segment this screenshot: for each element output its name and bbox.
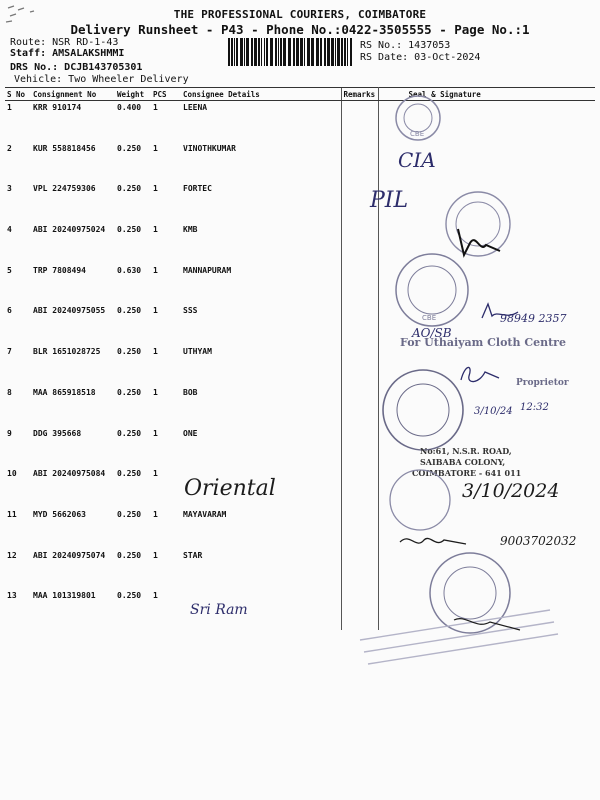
cell-pcs: 1 — [153, 306, 158, 316]
cell-remarks — [341, 182, 378, 223]
cell-seal-signature — [378, 345, 595, 386]
cell-seal-signature — [378, 142, 595, 183]
cell-consignee: MAYAVARAM — [183, 509, 227, 519]
table-row — [5, 386, 595, 427]
cell-weight: 0.250 — [117, 306, 142, 316]
cell-weight: 0.250 — [117, 225, 142, 235]
cell-consignee: FORTEC — [183, 184, 212, 194]
cell-pcs: 1 — [153, 550, 158, 560]
cell-sno: 11 — [7, 509, 17, 519]
company-name: THE PROFESSIONAL COURIERS, COIMBATORE — [173, 8, 427, 21]
table-row — [5, 223, 595, 264]
document-title: Delivery Runsheet - P43 - Phone No.:0422-3505555 - Page No.:1 — [70, 22, 530, 37]
col-remarks: Remarks — [341, 88, 378, 101]
cloth-centre-stamp: For Uthaiyam Cloth Centre — [400, 336, 566, 349]
cell-weight: 0.250 — [117, 428, 142, 438]
cell-consignee: MANNAPURAM — [183, 265, 232, 275]
cell-seal-signature — [378, 427, 595, 468]
cell-remarks — [341, 101, 378, 142]
col-seal-signature: Seal & Signature — [378, 88, 595, 101]
sign-row-2: CIA — [398, 148, 436, 172]
cell-pcs: 1 — [153, 225, 158, 235]
cell-pcs: 1 — [153, 591, 158, 601]
cell-consignment: BLR 1651028725 — [33, 347, 101, 357]
sign-row-13: Sri Ram — [190, 602, 248, 618]
rs-number: RS No.: 1437053 — [360, 40, 451, 51]
rs-date: RS Date: 03-Oct-2024 — [360, 52, 481, 63]
cell-remarks — [341, 589, 378, 630]
cell-remarks — [341, 345, 378, 386]
table-row — [5, 345, 595, 386]
cell-consignee: UTHYAM — [183, 347, 212, 357]
cell-sno: 9 — [7, 428, 12, 438]
cell-pcs: 1 — [153, 387, 158, 397]
cell-remarks — [341, 467, 378, 508]
address-stamp-line1: No:61, N.S.R. ROAD, — [420, 446, 512, 456]
cell-consignment: ABI 20240975084 — [33, 469, 106, 479]
table-row — [5, 467, 595, 508]
cell-consignee: SSS — [183, 306, 198, 316]
table-row — [5, 549, 595, 590]
sign-row-8-time: 12:32 — [520, 402, 549, 413]
cell-remarks — [341, 549, 378, 590]
cell-sno: 2 — [7, 143, 12, 153]
table-row — [5, 182, 595, 223]
cell-sno: 6 — [7, 306, 12, 316]
cell-seal-signature — [378, 589, 595, 630]
table-row — [5, 264, 595, 305]
cell-consignment: VPL 224759306 — [33, 184, 96, 194]
cell-consignee: ONE — [183, 428, 198, 438]
cell-consignee — [181, 589, 341, 630]
cell-weight: 0.250 — [117, 591, 142, 601]
cell-seal-signature — [378, 223, 595, 264]
cell-pcs: 1 — [153, 509, 158, 519]
cell-pcs: 1 — [153, 347, 158, 357]
sign-row-6-phone: 98949 2357 — [500, 312, 567, 325]
cell-weight: 0.400 — [117, 103, 142, 112]
cell-seal-signature — [378, 386, 595, 427]
cell-consignment: ABI 20240975074 — [33, 550, 106, 560]
vehicle: Vehicle: Two Wheeler Delivery — [14, 74, 189, 85]
table-row — [5, 101, 595, 142]
cell-sno: 10 — [7, 469, 17, 479]
cell-remarks — [341, 304, 378, 345]
cell-sno: 8 — [7, 387, 12, 397]
cell-weight: 0.250 — [117, 347, 142, 357]
cell-sno: 4 — [7, 225, 12, 235]
cell-consignment: KRR 910174 — [33, 103, 82, 112]
staff: Staff: AMSALAKSHMMI — [10, 48, 125, 59]
cell-seal-signature — [378, 549, 595, 590]
sign-row-11-phone: 9003702032 — [500, 534, 577, 548]
sign-row-10: Oriental — [184, 476, 276, 501]
table-row — [5, 304, 595, 345]
cell-consignee: KMB — [183, 225, 198, 235]
cell-remarks — [341, 508, 378, 549]
col-weight: Weight — [115, 88, 151, 101]
cell-weight: 0.250 — [117, 143, 142, 153]
cell-consignee: STAR — [183, 550, 203, 560]
cell-consignee: BOB — [183, 387, 198, 397]
cell-seal-signature — [378, 182, 595, 223]
sign-row-10-date: 3/10/2024 — [462, 480, 560, 502]
cell-consignee: LEENA — [183, 103, 208, 112]
table-row — [5, 589, 595, 630]
cell-sno: 13 — [7, 591, 17, 601]
cell-pcs: 1 — [153, 428, 158, 438]
col-consignee: Consignee Details — [181, 88, 341, 101]
cell-seal-signature — [378, 508, 595, 549]
runsheet-table — [5, 87, 595, 630]
cell-consignment: MAA 865918518 — [33, 387, 96, 397]
table-row — [5, 508, 595, 549]
cell-seal-signature — [378, 264, 595, 305]
cell-consignee — [181, 467, 341, 508]
cell-pcs: 1 — [153, 184, 158, 194]
cell-pcs: 1 — [153, 265, 158, 275]
cell-consignment: KUR 558818456 — [33, 143, 96, 153]
proprietor-stamp: Proprietor — [516, 378, 569, 388]
cell-weight: 0.630 — [117, 265, 142, 275]
cell-sno: 1 — [7, 103, 12, 112]
cell-weight: 0.250 — [117, 184, 142, 194]
table-header-row — [5, 88, 595, 101]
cell-consignment: DDG 395668 — [33, 428, 82, 438]
col-pcs: PCS — [151, 88, 181, 101]
cell-remarks — [341, 427, 378, 468]
cell-consignment: MYD 5662063 — [33, 509, 86, 519]
sign-row-8-date: 3/10/24 — [474, 406, 513, 417]
address-stamp-line2: SAIBABA COLONY, — [420, 457, 506, 467]
svg-text:CBE: CBE — [422, 314, 437, 322]
cell-sno: 5 — [7, 265, 12, 275]
barcode — [228, 38, 354, 66]
cell-seal-signature — [378, 101, 595, 142]
cell-pcs: 1 — [153, 469, 158, 479]
cell-consignment: MAA 101319801 — [33, 591, 96, 601]
table-row — [5, 142, 595, 183]
cell-consignment: TRP 7808494 — [33, 265, 86, 275]
cell-consignment: ABI 20240975055 — [33, 306, 106, 316]
cell-seal-signature — [378, 467, 595, 508]
cell-consignee: VINOTHKUMAR — [183, 143, 236, 153]
svg-text:CBE: CBE — [410, 130, 425, 138]
cell-sno: 12 — [7, 550, 17, 560]
cell-weight: 0.250 — [117, 509, 142, 519]
cell-weight: 0.250 — [117, 469, 142, 479]
drs-number: DRS No.: DCJB143705301 — [10, 62, 143, 73]
col-consignment: Consignment No — [31, 88, 115, 101]
cell-remarks — [341, 223, 378, 264]
cell-pcs: 1 — [153, 143, 158, 153]
cell-remarks — [341, 264, 378, 305]
cell-consignment: ABI 20240975024 — [33, 225, 106, 235]
route: Route: NSR RD-1-43 — [10, 37, 119, 48]
cell-remarks — [341, 142, 378, 183]
cell-weight: 0.250 — [117, 387, 142, 397]
cell-weight: 0.250 — [117, 550, 142, 560]
col-sno: S No — [5, 88, 31, 101]
sign-row-3: PIL — [370, 188, 409, 213]
cell-seal-signature — [378, 304, 595, 345]
cell-pcs: 1 — [153, 103, 158, 112]
sign-row-6-code: AO/SB — [412, 326, 452, 340]
cell-remarks — [341, 386, 378, 427]
cell-sno: 7 — [7, 347, 12, 357]
address-stamp-line3: COIMBATORE - 641 011 — [412, 468, 522, 478]
cell-sno: 3 — [7, 184, 12, 194]
table-row — [5, 427, 595, 468]
